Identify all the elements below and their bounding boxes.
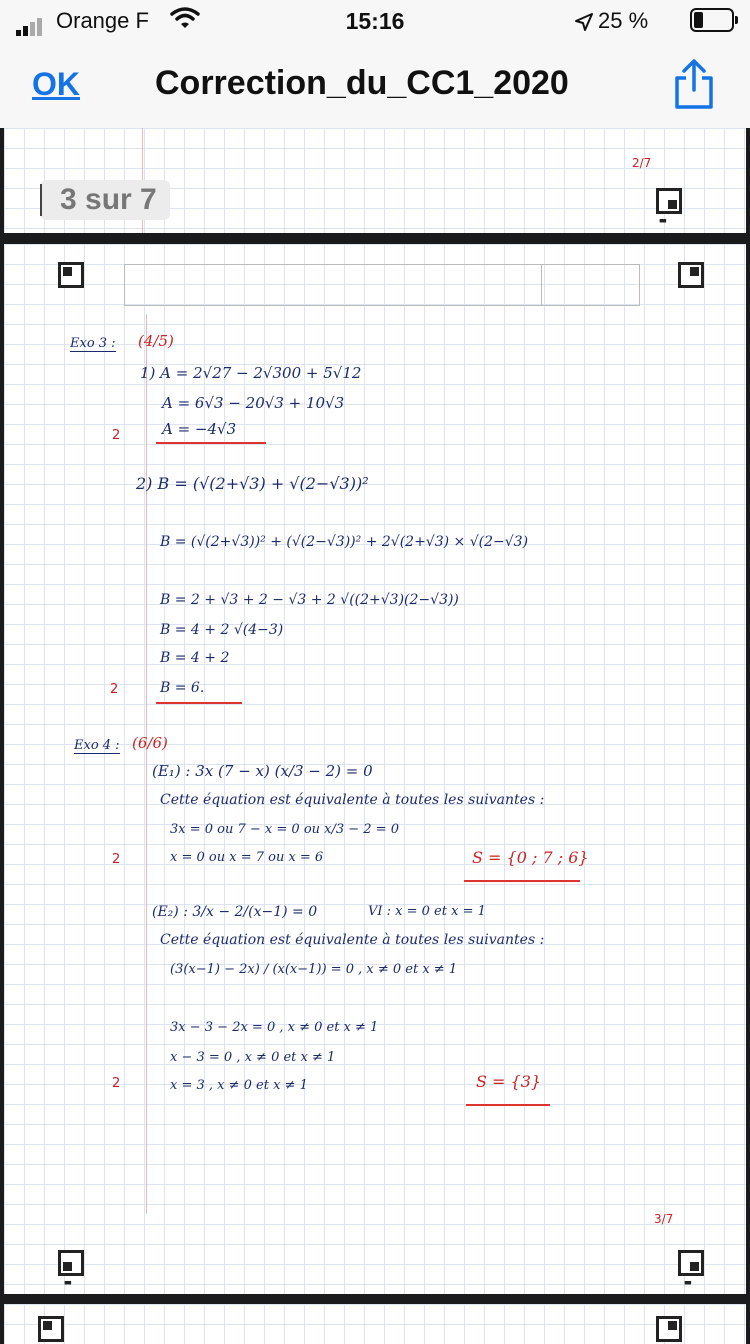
solution-set: S = {3} [476, 1072, 542, 1091]
page-counter: 3 sur 7 [40, 180, 170, 220]
answer-underline [156, 702, 242, 704]
solution-set: S = {0 ; 7 ; 6} [472, 848, 589, 867]
scan-marker-icon [58, 262, 84, 288]
page-margin-line [146, 314, 147, 1214]
status-bar [0, 0, 750, 40]
math-line: B = (√(2+√3))² + (√(2−√3))² + 2√(2+√3) × √(2−√3) [160, 534, 529, 550]
scan-marker-icon [656, 1316, 682, 1342]
scan-marker-icon [38, 1316, 64, 1342]
current-page[interactable] [4, 244, 746, 1294]
page-header-box [124, 264, 640, 306]
math-line: x = 0 ou x = 7 ou x = 6 [170, 850, 324, 865]
exercise-heading: Exo 4 : [74, 738, 120, 753]
grade-mark: 2 [112, 1076, 121, 1091]
ok-button[interactable]: OK [32, 66, 80, 102]
grade-mark: 2 [112, 852, 121, 867]
math-line: 1) A = 2√27 − 2√300 + 5√12 [140, 364, 362, 382]
navigation-bar [0, 44, 750, 128]
math-line: 3x = 0 ou 7 − x = 0 ou x/3 − 2 = 0 [170, 822, 399, 837]
grade-mark: 2 [110, 682, 119, 697]
top-chrome [0, 0, 750, 128]
battery-percentage: 25 % [598, 8, 649, 33]
next-page[interactable] [4, 1304, 746, 1344]
carrier-name: Orange F [56, 8, 149, 33]
scan-marker-dots: ▪▪ [684, 1274, 690, 1290]
math-line: B = 4 + 2 √(4−3) [160, 622, 284, 638]
exercise-heading: Exo 3 : [70, 336, 116, 351]
math-line: (3(x−1) − 2x) / (x(x−1)) = 0 , x ≠ 0 et x ≠ 1 [170, 962, 458, 977]
math-line: Cette équation est équivalente à toutes les suivantes : [160, 932, 545, 948]
grade-mark: 2 [112, 428, 121, 443]
location-arrow-icon [574, 12, 594, 32]
math-line: (E₁) : 3x (7 − x) (x/3 − 2) = 0 [152, 762, 373, 780]
scan-marker-dots: ▪▪ [64, 1274, 70, 1290]
math-line: VI : x = 0 et x = 1 [368, 904, 486, 919]
answer-underline [464, 880, 580, 882]
battery-icon [690, 8, 734, 32]
scan-marker-icon [678, 262, 704, 288]
math-line: 3x − 3 − 2x = 0 , x ≠ 0 et x ≠ 1 [170, 1020, 379, 1035]
share-icon[interactable] [672, 58, 716, 110]
scan-marker-icon [656, 188, 682, 214]
answer-underline [156, 442, 266, 444]
math-line: B = 4 + 2 [160, 650, 230, 666]
math-line: (E₂) : 3/x − 2/(x−1) = 0 [152, 904, 318, 920]
scan-marker-dots: ▪▪ [659, 212, 665, 228]
scan-marker-icon [678, 1250, 704, 1276]
math-line: x = 3 , x ≠ 0 et x ≠ 1 [170, 1078, 308, 1093]
math-line: A = 6√3 − 20√3 + 10√3 [162, 394, 345, 412]
scan-marker-icon [58, 1250, 84, 1276]
math-line: B = 2 + √3 + 2 − √3 + 2 √((2+√3)(2−√3)) [160, 592, 459, 608]
current-page-number: 3/7 [654, 1212, 674, 1226]
exercise-score: (6/6) [132, 734, 168, 752]
exercise-score: (4/5) [138, 332, 174, 350]
math-line: x − 3 = 0 , x ≠ 0 et x ≠ 1 [170, 1050, 336, 1065]
clock: 15:16 [345, 8, 405, 34]
answer-underline [466, 1104, 550, 1106]
previous-page-number: 2/7 [632, 156, 652, 170]
math-line: B = 6. [160, 680, 205, 696]
math-line: Cette équation est équivalente à toutes les suivantes : [160, 792, 545, 808]
math-line: A = −4√3 [162, 420, 237, 438]
document-title: Correction_du_CC1_2020 [155, 64, 569, 102]
math-line: 2) B = (√(2+√3) + √(2−√3))² [136, 474, 369, 493]
